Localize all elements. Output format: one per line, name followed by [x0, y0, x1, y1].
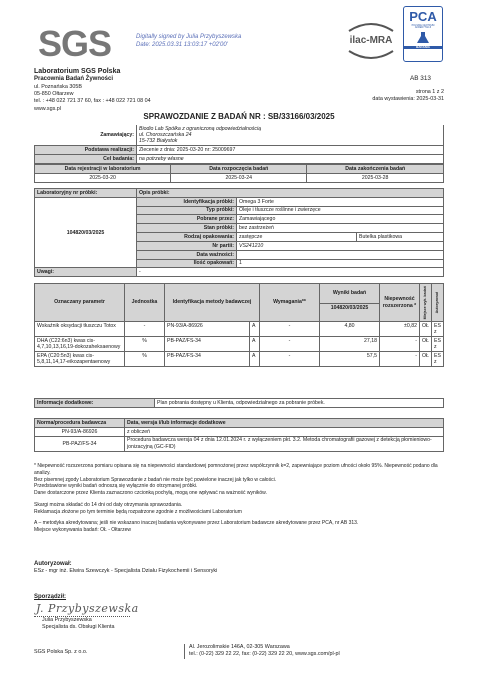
- note: A – metodyka akredytowana; jeśli nie wskazano inaczej badania wykonywane przez Laboratorium badawcze akredytowane przez PCA, nr AB 313.: [34, 520, 359, 527]
- sample-row-label: Rodzaj opakowania:: [137, 233, 237, 242]
- signature-line-2: Date: 2025.03.31 13:03:17 +02'00': [136, 41, 228, 48]
- lab-web[interactable]: www.sgs.pl: [34, 105, 61, 112]
- client-value: [137, 125, 444, 146]
- ilac-logo-text: ilac-MRA: [349, 35, 393, 46]
- sample-row-value: Omega 3 Forte: [237, 197, 444, 206]
- issue-date: data wystawienia: 2025-03-31: [372, 96, 444, 103]
- note: * Niepewność rozszerzona pomiaru opisana się na niepewności standardowej pomnożonej przez współczynnik k=2, zapewniające poziom ufności około 95%. Niepewność podano dla analizy.: [34, 463, 438, 476]
- purpose-label: Cel badania:: [35, 155, 137, 164]
- result-acc: A: [250, 352, 260, 367]
- result-param: Wskaźnik oksydacji tłuszczu Totox: [35, 322, 125, 337]
- footer-address: Al. Jerozolimskie 146A, 02-305 Warszawa: [189, 644, 290, 650]
- footer-contact: tel.: (0-22) 329 22 22, fax: (0-22) 329 22 20, www.sgs.com/pl-pl: [189, 651, 340, 658]
- client-line: ul. Choroszczańska 24: [139, 132, 192, 139]
- authorized-label: Autoryzował:: [34, 561, 72, 567]
- result-req: -: [260, 352, 320, 367]
- table-row: [35, 322, 444, 337]
- pca-logo-text: PCA: [409, 9, 437, 24]
- prepared-label: Sporządził:: [34, 594, 67, 600]
- sample-row-label: Pobrane przez:: [137, 215, 237, 224]
- header-sample-no: 104820/03/2025: [320, 304, 380, 322]
- result-acc: A: [250, 322, 260, 337]
- result-place: OŁ: [420, 322, 432, 337]
- page-number: strona 1 z 2: [415, 89, 444, 95]
- result-value: 27,18: [320, 337, 380, 352]
- lab-city: 05-850 Ołtarzew: [34, 91, 74, 98]
- table-row: [35, 436, 444, 451]
- result-method: PB-PAZ/FS-34: [165, 337, 250, 352]
- authorized: [34, 560, 444, 576]
- methods-header-code: Norma/procedura badawcza: [35, 419, 125, 428]
- pca-logo: [403, 6, 443, 62]
- header-unit: Jednostka: [125, 284, 165, 322]
- sample-row-value: VS241210: [237, 241, 444, 250]
- sample-row-value: Oleje i tłuszcze roślinne i zwierzęce: [237, 206, 444, 215]
- additional-label: Informacje dodatkowe:: [35, 399, 155, 408]
- sample-row-value: Zamawiającego: [237, 215, 444, 224]
- result-author: ES z: [432, 337, 444, 352]
- order-table: [34, 125, 444, 164]
- method-info: Procedura badawcza wersja 04 z dnia 12.01.2024 r. z wyłączeniem pkt. 3.2. Metoda chromatografii gazowej z detekcją płomieniowo-jonizacyjną (GC-FID): [125, 436, 444, 451]
- result-unit: -: [125, 322, 165, 337]
- lab-phone: tel. : +48 022 721 37 60, fax : +48 022 721 08 04: [34, 98, 151, 105]
- sample-row-extra: Butelka plastikowa: [357, 233, 444, 242]
- pca-sub-text: POLSKIE CENTRUM AKREDYTACJI: [411, 23, 435, 30]
- lab-dept: Pracownia Badań Żywności: [34, 76, 114, 83]
- sample-row-label: Stan próbki:: [137, 224, 237, 233]
- footer-address-box: [184, 644, 444, 659]
- result-author: ES z: [432, 352, 444, 367]
- footer-company: SGS Polska Sp. z o.o.: [34, 649, 88, 655]
- end-date: 2025-03-28: [307, 173, 444, 182]
- header-param: Oznaczany parametr: [35, 284, 125, 322]
- result-value: 57,5: [320, 352, 380, 367]
- result-param: EPA (C20:5n3) kwas cis-5,8,11,14,17-eikozapentaenowy: [35, 352, 125, 367]
- results-table: [34, 283, 444, 367]
- pca-badania: BADANIA: [404, 46, 442, 50]
- methods-header-info: Data, wersja i/lub informacje dodatkowe: [125, 419, 444, 428]
- header-place: [420, 284, 432, 322]
- sample-row-label: Typ próbki:: [137, 206, 237, 215]
- page-info: [330, 89, 444, 103]
- accreditation-number: AB 313: [410, 75, 431, 82]
- method-info: z obliczeń: [125, 427, 444, 436]
- sample-row-label: Ilość opakowań:: [137, 259, 237, 268]
- result-unit: %: [125, 352, 165, 367]
- table-row: [35, 427, 444, 436]
- note: Dane dostarczone przez Klienta zaznaczono czcionką pochyłą, mogą one wpływać na ważność wyników.: [34, 490, 267, 496]
- prepared: [34, 594, 234, 630]
- result-place: OŁ: [420, 337, 432, 352]
- sample-row-value: 1: [237, 259, 444, 268]
- basis-value: Zlecenie z dnia: 2025-03-20 nr: 25009697: [137, 146, 444, 155]
- sgs-logo-text: SGS: [38, 23, 112, 64]
- result-place: OŁ: [420, 352, 432, 367]
- result-author: ES z: [432, 322, 444, 337]
- result-method: PB-PAZ/FS-34: [165, 352, 250, 367]
- client-line: Biodio Lab Spółka z ograniczoną odpowiedzialnością: [139, 125, 261, 132]
- result-uncert: -: [380, 352, 420, 367]
- additional-table: [34, 398, 444, 408]
- header-req: Wymagania**: [260, 284, 320, 322]
- methods-block: [34, 418, 444, 452]
- result-value: 4,80: [320, 322, 380, 337]
- sample-row-label: Data ważności:: [137, 250, 237, 259]
- methods-table: [34, 418, 444, 452]
- note: Bez pisemnej zgody Laboratorium Sprawozdanie z badań nie może być powielone inaczej jak tylko w całości.: [34, 476, 277, 483]
- sample-row-value: zastępcze: [237, 233, 357, 242]
- purpose-value: na potrzeby własne: [137, 155, 444, 164]
- remarks-label: Uwagi:: [35, 268, 137, 277]
- result-param: DHA (C22:6n3) kwas cis-4,7,10,13,16,19-dokozaheksaenowy: [35, 337, 125, 352]
- note: Reklamacja złożone po tym terminie będą rozpatrzone zgodnie z możliwościami Laboratorium: [34, 508, 242, 515]
- lab-name: Laboratorium SGS Polska: [34, 68, 121, 75]
- ilac-logo: [343, 13, 399, 69]
- authorized-text: ESz - mgr inż. Elwira Szewczyk - Specjalista Działu Fizykochemii i Sensoryki: [34, 568, 218, 575]
- flask-icon: [416, 32, 430, 44]
- note: Skargi można składać do 14 dni od daty otrzymania sprawozdania.: [34, 501, 183, 508]
- sample-block: [34, 188, 444, 277]
- method-code: PB-PAZ/FS-34: [35, 436, 125, 451]
- sample-row-value: [237, 250, 444, 259]
- additional-info: [34, 398, 444, 408]
- sample-no-label: Laboratoryjny nr próbki:: [35, 189, 137, 198]
- registration-date: 2025-03-20: [35, 173, 171, 182]
- order-block: [34, 125, 444, 183]
- result-method: PN-93/A-86926: [165, 322, 250, 337]
- date-header: Data rozpoczęcia badań: [171, 164, 307, 173]
- signature-line-1: Digitally signed by Julia Przybyszewska: [136, 34, 242, 40]
- header-author: [432, 284, 444, 322]
- note: Miejsce wykonywania badań: OŁ - Ołtarzew: [34, 527, 131, 533]
- results-block: [34, 283, 444, 367]
- note: Przedstawione wyniki badań odnoszą się wyłącznie do otrzymanej próbki.: [34, 483, 198, 490]
- header-method: Identyfikacja metody badawczej: [165, 284, 260, 322]
- result-uncert: -: [380, 337, 420, 352]
- digital-signature: [136, 34, 241, 49]
- lab-street: ul. Poznańska 305B: [34, 84, 82, 91]
- sample-row-value: bez zastrzeżeń: [237, 224, 444, 233]
- handwritten-signature: J. Przybyszewska: [36, 602, 139, 616]
- result-acc: A: [250, 337, 260, 352]
- client-line: 15-732 Białystok: [139, 138, 178, 145]
- lab-info: [34, 67, 151, 113]
- additional-text: Plan pobrania dostępny u Klienta, odpowiedzialnego za pobranie próbek.: [155, 399, 444, 408]
- result-req: -: [260, 337, 320, 352]
- header-author-text: Autoryzował: [435, 291, 440, 314]
- notes: [34, 463, 444, 534]
- result-unit: %: [125, 337, 165, 352]
- remarks-value: -: [137, 268, 444, 277]
- basis-label: Podstawa realizacji:: [35, 146, 137, 155]
- header-uncert: Niepewność rozszerzona *: [380, 284, 420, 322]
- result-uncert: ±0,82: [380, 322, 420, 337]
- dates-table: [34, 164, 444, 183]
- header-result: Wyniki badań: [320, 284, 380, 304]
- prepared-name: Julia Przybyszewska: [42, 617, 92, 624]
- date-header: Data zakończenia badań: [307, 164, 444, 173]
- sample-row-label: Nr partii:: [137, 241, 237, 250]
- sample-desc-label: Opis próbki:: [137, 189, 444, 198]
- header-place-text: Miejsce wyk. badań: [423, 285, 428, 320]
- sample-table: [34, 188, 444, 277]
- sample-row-label: Identyfikacja próbki:: [137, 197, 237, 206]
- sample-no: 104820/03/2025: [35, 197, 137, 268]
- date-header: Data rejestracji w laboratorium: [35, 164, 171, 173]
- start-date: 2025-03-24: [171, 173, 307, 182]
- prepared-role: Specjalista ds. Obsługi Klienta: [42, 623, 115, 630]
- report-title: SPRAWOZDANIE Z BADAŃ NR : SB/33166/03/2025: [143, 112, 335, 121]
- client-label: Zamawiający:: [100, 132, 134, 139]
- table-row: [35, 337, 444, 352]
- result-req: -: [260, 322, 320, 337]
- sgs-logo: [38, 22, 112, 66]
- method-code: PN-93/A-86926: [35, 427, 125, 436]
- table-row: [35, 352, 444, 367]
